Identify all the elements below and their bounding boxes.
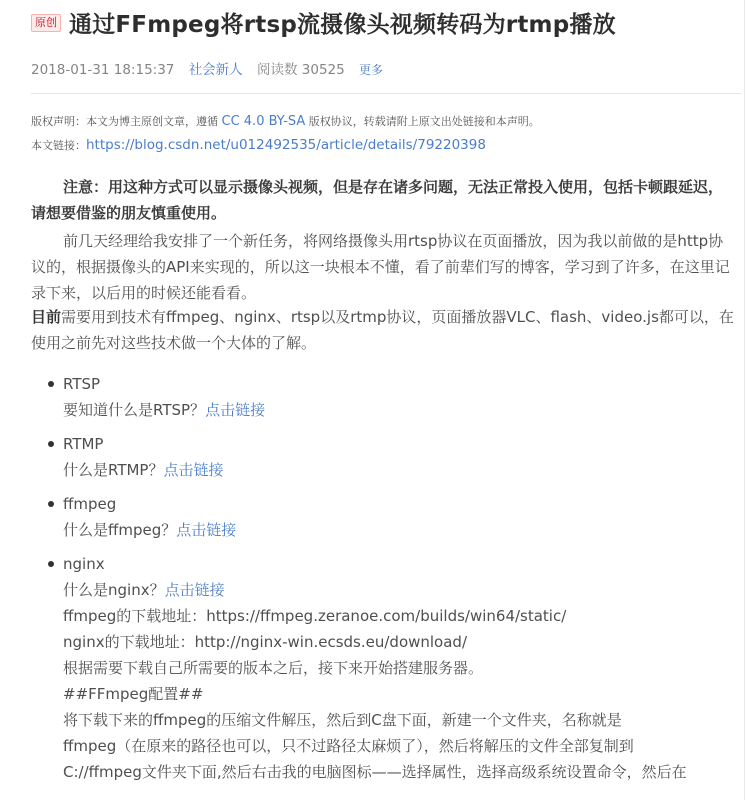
article-title: 通过FFmpeg将rtsp流摄像头视频转码为rtmp播放 — [69, 12, 616, 38]
ffmpeg-link[interactable]: 点击链接 — [176, 521, 237, 539]
original-tag: 原创 — [31, 14, 61, 32]
instruction-line-3: C://ffmpeg文件夹下面,然后右击我的电脑图标——选择属性，选择高级系统设置命令，然后在 — [63, 763, 687, 781]
list-item-ffmpeg — [63, 491, 749, 543]
tech-paragraph-bold: 目前 — [31, 308, 62, 326]
list-item-rtmp — [63, 431, 749, 483]
publish-date: 2018-01-31 18:15:37 — [31, 62, 175, 78]
after-download-line: 根据需要下载自己所需要的版本之后，接下来开始搭建服务器。 — [63, 659, 484, 677]
meta-divider — [31, 93, 741, 94]
instruction-line-2: ffmpeg（在原来的路径也可以，只不过路径太麻烦了），然后将解压的文件全部复制到 — [63, 737, 634, 755]
read-count: 阅读数 30525 — [256, 62, 345, 78]
list-item-question: 要知道什么是RTSP？ — [63, 401, 206, 419]
list-item-question: 什么是RTMP？ — [63, 461, 164, 479]
list-item-title: ffmpeg — [63, 495, 117, 513]
article-link-label: 本文链接： — [31, 139, 86, 152]
tech-paragraph — [31, 304, 737, 356]
warning-paragraph: 注意：用这种方式可以显示摄像头视频，但是存在诸多问题，无法正常投入使用，包括卡顿跟延迟，请想要借鉴的朋友慎重使用。 — [31, 178, 724, 222]
copyright-notice — [31, 113, 540, 131]
list-item-title: nginx — [63, 555, 105, 573]
list-item-question: 什么是ffmpeg？ — [63, 521, 177, 539]
list-item-question: 什么是nginx？ — [63, 581, 165, 599]
title-row — [31, 6, 616, 39]
tech-paragraph-text: 需要用到技术有ffmpeg、nginx、rtsp以及rtmp协议，页面播放器VLC、flash、video.js都可以，在使用之前先对这些技术做一个大体的了解。 — [31, 308, 734, 352]
license-link[interactable]: CC 4.0 BY-SA — [221, 114, 306, 129]
more-link[interactable]: 更多 — [359, 63, 384, 77]
intro-paragraph: 前几天经理给我安排了一个新任务，将网络摄像头用rtsp协议在页面播放，因为我以前做的是http协议的，根据摄像头的API来实现的，所以这一块根本不懂，看了前辈们写的博客，学习到了许多，在这里记录下来，以后用的时候还能看看。 — [31, 232, 730, 302]
instruction-line-1: 将下载下来的ffmpeg的压缩文件解压，然后到C盘下面，新建一个文件夹，名称就是 — [63, 711, 622, 729]
list-item-desc — [63, 517, 749, 543]
list-item-title: RTMP — [63, 435, 104, 453]
list-item-title: RTSP — [63, 375, 101, 393]
nginx-download-line: nginx的下载地址：http://nginx-win.ecsds.eu/download/ — [63, 633, 468, 651]
nginx-link[interactable]: 点击链接 — [164, 581, 225, 599]
article-url-link[interactable]: https://blog.csdn.net/u012492535/article/details/79220398 — [86, 137, 486, 153]
list-item-desc — [63, 397, 749, 423]
list-item-rtsp — [63, 371, 749, 423]
tech-list — [31, 371, 749, 793]
ffmpeg-config-heading: ##FFmpeg配置## — [63, 685, 204, 703]
copyright-suffix: 版权协议，转载请附上原文出处链接和本声明。 — [305, 115, 540, 128]
copyright-prefix: 版权声明：本文为博主原创文章，遵循 — [31, 115, 222, 128]
list-item-nginx — [63, 551, 749, 785]
rtmp-link[interactable]: 点击链接 — [163, 461, 224, 479]
author-link[interactable]: 社会新人 — [188, 62, 243, 78]
rtsp-link[interactable]: 点击链接 — [205, 401, 266, 419]
article-meta — [31, 58, 393, 78]
ffmpeg-download-line: ffmpeg的下载地址：https://ffmpeg.zeranoe.com/builds/win64/static/ — [63, 607, 567, 625]
list-item-desc — [63, 457, 749, 483]
article-link-line — [31, 136, 486, 155]
list-item-desc — [63, 577, 749, 603]
